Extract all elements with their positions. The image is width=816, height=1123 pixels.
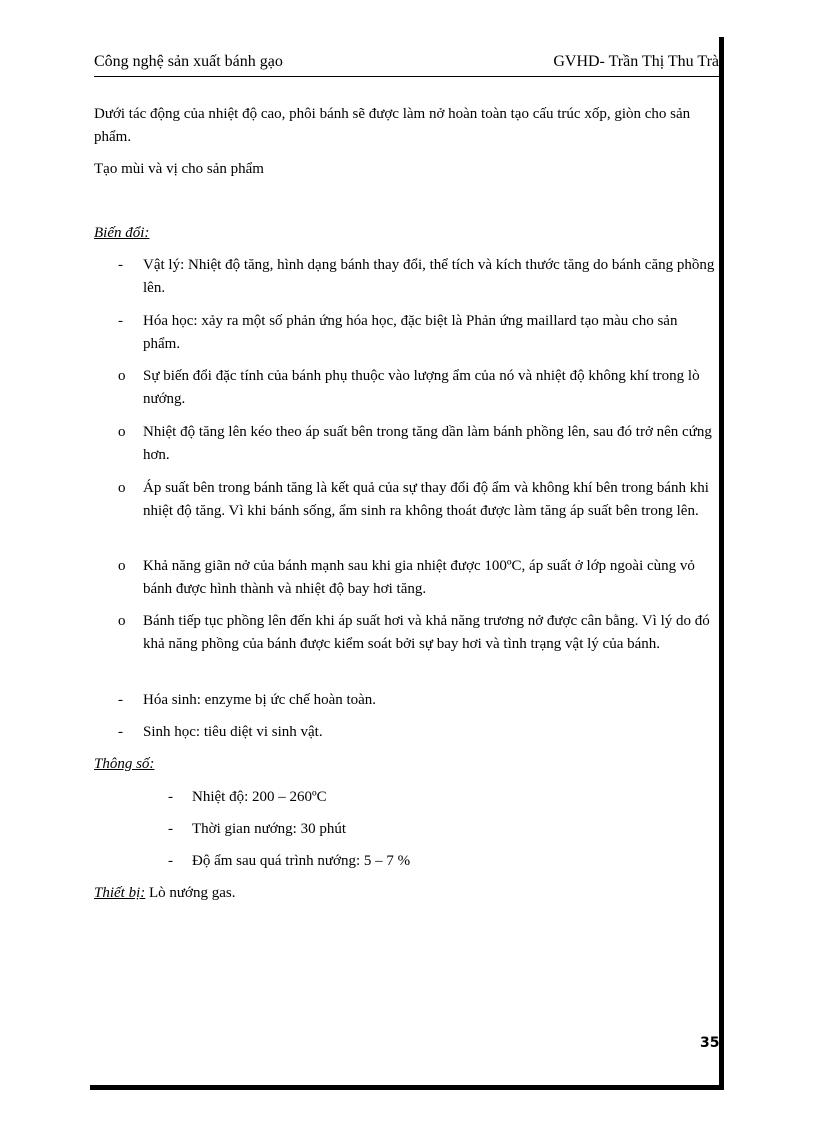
thong-so-heading: Thông số: — [94, 756, 155, 772]
list-item: Độ ẩm sau quá trình nướng: 5 – 7 % — [192, 853, 411, 869]
bien-doi-heading: Biến đổi: — [94, 225, 150, 241]
list-marker: o — [118, 558, 126, 574]
list-item: Nhiệt độ: 200 – 260ºC — [192, 789, 327, 805]
header-title: Công nghệ sản xuất bánh gạo — [94, 53, 283, 70]
list-marker: - — [118, 724, 123, 740]
list-item: Thời gian nướng: 30 phút — [192, 821, 346, 837]
list-marker: o — [118, 368, 126, 384]
thiet-bi-text: Lò nướng gas. — [145, 885, 236, 901]
list-marker: o — [118, 424, 126, 440]
list-item: Khả năng giãn nở của bánh mạnh sau khi gia nhiệt được 100ºC, áp suất ở lớp ngoài cùng vỏ bánh được hình thành và nhiệt độ bay hơi tăng. — [143, 558, 695, 597]
intro-paragraph-1: Dưới tác động của nhiệt độ cao, phôi bánh sẽ được làm nở hoàn toàn tạo cấu trúc xốp, giòn cho sản phẩm. — [94, 106, 691, 145]
list-item: Hóa sinh: enzyme bị ức chế hoàn toàn. — [143, 692, 377, 708]
list-item: Sự biến đổi đặc tính của bánh phụ thuộc vào lượng ẩm của nó và nhiệt độ không khí trong lò nướng. — [143, 368, 700, 407]
list-marker: o — [118, 613, 126, 629]
list-item: Hóa học: xảy ra một số phản ứng hóa học, đặc biệt là Phản ứng maillard tạo màu cho sản phẩm. — [143, 313, 678, 352]
list-marker: - — [168, 789, 173, 805]
list-marker: - — [118, 313, 123, 329]
page-header — [94, 52, 719, 77]
list-marker: o — [118, 480, 126, 496]
list-marker: - — [118, 257, 123, 273]
list-item: Áp suất bên trong bánh tăng là kết quả của sự thay đổi độ ẩm và không khí bên trong bánh khi nhiệt độ tăng. Vì khi bánh sống, ẩm sinh ra không thoát được làm tăng áp suất bên trong lên. — [143, 480, 709, 519]
page-border-shadow-right — [719, 37, 724, 1089]
list-item: Bánh tiếp tục phồng lên đến khi áp suất hơi và khả năng trương nở được cân bằng. Vì lý do đó khả năng phồng của bánh được kiểm soát bởi sự bay hơi và tình trạng vật lý của bánh. — [143, 613, 710, 652]
thiet-bi-heading: Thiết bị: — [94, 885, 146, 901]
list-marker: - — [168, 853, 173, 869]
thiet-bi-line — [94, 882, 694, 905]
list-item: Vật lý: Nhiệt độ tăng, hình dạng bánh thay đổi, thể tích và kích thước tăng do bánh căng phồng lên. — [143, 257, 715, 296]
list-item: Nhiệt độ tăng lên kéo theo áp suất bên trong tăng dần làm bánh phồng lên, sau đó trở nên cứng hơn. — [143, 424, 712, 463]
page-number: 35 — [700, 1035, 720, 1051]
intro-paragraph-2: Tạo mùi và vị cho sản phẩm — [94, 161, 264, 177]
list-marker: - — [168, 821, 173, 837]
list-marker: - — [118, 692, 123, 708]
page-border-shadow-bottom — [90, 1085, 724, 1090]
list-item: Sinh học: tiêu diệt vi sinh vật. — [143, 724, 323, 740]
header-instructor: GVHD- Trần Thị Thu Trà — [553, 53, 719, 70]
